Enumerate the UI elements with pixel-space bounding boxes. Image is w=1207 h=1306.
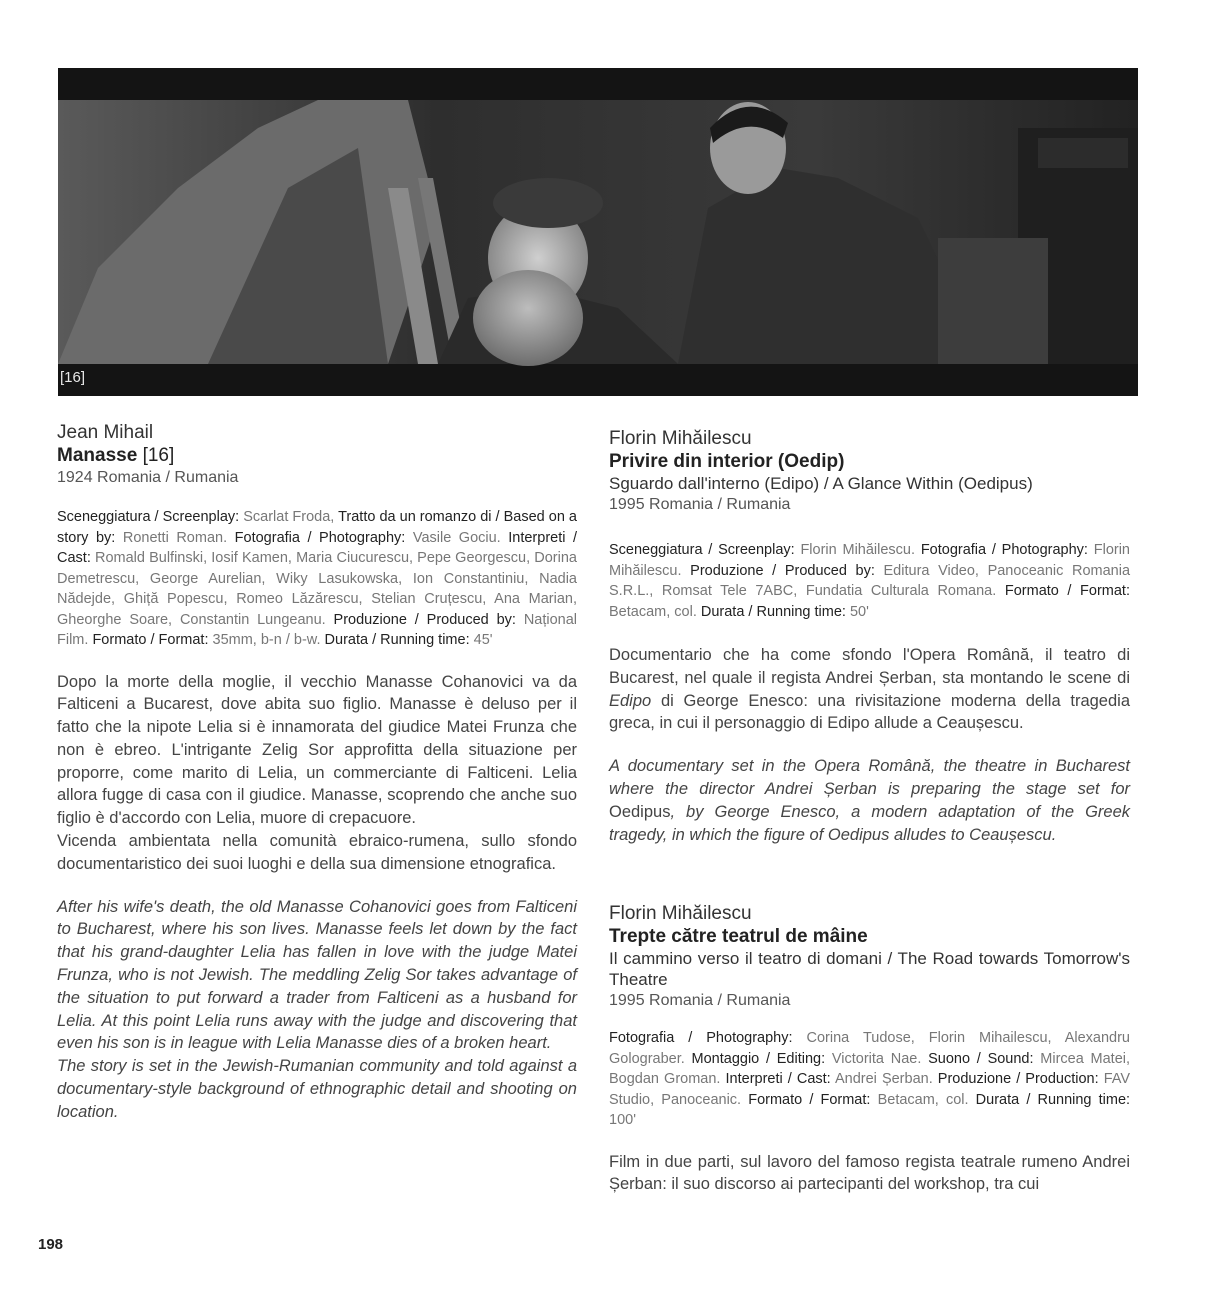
credit-label: Formato / Format: (748, 1091, 871, 1108)
year-country: 1995 Romania / Rumania (609, 992, 791, 1009)
credit-label: Suono / Sound: (928, 1050, 1034, 1067)
credit-value: 35mm, b-n / b-w. (212, 632, 321, 648)
credit-value: Vasile Gociu. (412, 529, 501, 546)
credit-label: Produzione / Produced by: (333, 611, 516, 628)
credit-label: Durata / Running time: (700, 603, 846, 620)
credit-label: Durata / Running time: (324, 632, 470, 648)
director-name: Florin Mihăilescu (609, 903, 752, 924)
synopsis-paragraph: Vicenda ambientata nella comunità ebraico-rumena, sullo sfondo documentaristico dei suoi luoghi e della sua dimensione etnografica. (57, 832, 577, 873)
credit-label: Produzione / Production: (937, 1071, 1099, 1087)
credit-label: Interpreti / Cast: (57, 529, 578, 566)
synopsis-paragraph: After his wife's death, the old Manasse Cohanovici goes from Falticeni to Bucharest, where his son lives. Manasse feels let down by the fact that his grand-daughter Lelia has fallen in love with the judge Matei Frunza, who is not Jewish. The meddling Zelig Sor takes advantage of the situation to put forward a trader from Falticeni as a husband for Lelia. At this point Lelia runs away with the judge and discovering that even his son is in league with Lelia Manasse dies of a broken heart. (57, 897, 577, 1053)
film-title: Trepte către teatrul de mâine (609, 926, 868, 947)
synopsis-italian (57, 671, 577, 876)
synopsis-paragraph (609, 755, 1130, 846)
credit-label: Interpreti / Cast: (725, 1071, 831, 1087)
synopsis-paragraph: The story is set in the Jewish-Rumanian community and told against a documentary-style background of ethnographic detail and shooting on location. (57, 1057, 577, 1121)
credit-value: Betacam, col. (609, 603, 697, 620)
film-title-ref: [16] (142, 445, 175, 466)
credit-value: Florin Mihăilescu. (609, 542, 1130, 579)
director-name: Florin Mihăilescu (609, 428, 752, 449)
synopsis-text: di George Enesco: una rivisitazione moderna della tragedia greca, in cui il personaggio di Edipo allude a Ceaușescu. (609, 691, 1130, 733)
credit-value: Andrei Șerban. (834, 1071, 933, 1087)
credit-value: 100' (609, 1112, 636, 1128)
credit-label: Tratto da un romanzo di / Based on a story by: (57, 509, 577, 546)
synopsis-italian (609, 1151, 1130, 1197)
credit-label: Durata / Running time: (975, 1091, 1131, 1108)
credit-label: Formato / Format: (92, 632, 209, 648)
film-entry-privire (609, 427, 1130, 846)
year-country: 1995 Romania / Rumania (609, 496, 791, 513)
synopsis-paragraph: Film in due parti, sul lavoro del famoso regista teatrale rumeno Andrei Șerban: il suo discorso ai partecipanti del workshop, tra cui (609, 1152, 1130, 1194)
synopsis-title-em: Edipo (609, 691, 652, 710)
credit-value: 45' (473, 632, 493, 648)
credit-value: Florin Mihăilescu. (800, 542, 916, 558)
credit-label: Fotografia / Photography: (234, 529, 406, 546)
credit-value: Betacam, col. (877, 1091, 969, 1108)
film-alt-title: Il cammino verso il teatro di domani / The Road towards Tomorrow's Theatre (609, 949, 1130, 989)
director-name: Jean Mihail (57, 422, 154, 443)
credits-block (57, 507, 577, 651)
synopsis-text: Documentario che ha come sfondo l'Opera Română, il teatro di Bucarest, nel quale il regista Andrei Șerban, sta montando le scene di (609, 646, 1130, 687)
credit-value: Scarlat Froda, (243, 509, 335, 525)
film-entry-trepte (609, 902, 1130, 1196)
credit-value: 50' (849, 603, 869, 620)
film-title (57, 444, 577, 467)
photo-reference-label: [16] (60, 369, 86, 386)
credit-value: Mircea Matei, Bogdan Groman. (609, 1050, 1131, 1087)
page-number: 198 (38, 1236, 64, 1253)
credits-block (609, 1028, 1130, 1131)
credit-label: Formato / Format: (1004, 583, 1130, 599)
synopsis-italian (609, 644, 1130, 735)
credit-label: Fotografia / Photography: (609, 1030, 793, 1046)
film-still-image (58, 68, 1138, 396)
synopsis-text: A documentary set in the Opera Română, the theatre in Bucharest where the director Andrei Șerban is preparing the stage set for (609, 757, 1130, 798)
credit-value: Ronetti Roman. (122, 529, 228, 546)
film-alt-title: Sguardo dall'interno (Edipo) / A Glance Within (Oedipus) (609, 474, 1033, 493)
credit-value: FAV Studio, Panoceanic. (609, 1071, 1131, 1108)
credit-value: Național Film. (57, 611, 578, 648)
credit-value: Editura Video, Panoceanic Romania S.R.L., Romsat Tele 7ABC, Fundatia Culturala Romana. (609, 562, 1131, 599)
credit-value: Victorita Nae. (831, 1050, 922, 1067)
synopsis-paragraph (609, 644, 1130, 735)
synopsis-english (609, 755, 1130, 846)
film-entry-manasse (57, 421, 577, 1124)
credit-label: Produzione / Produced by: (690, 562, 875, 579)
credit-label: Sceneggiatura / Screenplay: (57, 509, 240, 525)
credit-value: Romald Bulfinski, Iosif Kamen, Maria Ciucurescu, Pepe Georgescu, Dorina Demetrescu, George Aurelian, Wiky Lasukowska, Ion Constantiniu, Nadia Nădejde, Ghiță Popescu, Romeo Lăzărescu, Stelian Cruțescu, Ana Marian, Gheorghe Soare, Constantin Lungeanu. (57, 550, 577, 628)
film-title-text: Manasse (57, 445, 138, 466)
credit-label: Sceneggiatura / Screenplay: (609, 542, 795, 558)
credit-label: Fotografia / Photography: (920, 542, 1088, 558)
synopsis-english (57, 896, 577, 1124)
film-title: Privire din interior (Oedip) (609, 451, 845, 472)
credits-block (609, 540, 1130, 622)
synopsis-text: , by George Enesco, a modern adaptation of the Greek tragedy, in which the figure of Oedipus alludes to Ceaușescu. (609, 802, 1130, 844)
year-country: 1924 Romania / Rumania (57, 469, 239, 486)
film-still-photo (58, 68, 1138, 396)
credit-value: Corina Tudose, Florin Mihailescu, Alexandru Golograber. (609, 1030, 1131, 1067)
synopsis-title-roman: Oedipus (609, 802, 671, 821)
credit-label: Montaggio / Editing: (691, 1050, 826, 1067)
synopsis-paragraph: Dopo la morte della moglie, il vecchio Manasse Cohanovici va da Falticeni a Bucarest, dove abita suo figlio. Manasse è deluso per il fatto che la nipote Lelia si è innamorata del giudice Matei Frunza che non è ebreo. L'intrigante Zelig Sor approfitta della situazione per proporre, come marito di Lelia, un commerciante di Falticeni. Lelia allora fugge di casa con il giudice. Manasse, scoprendo che anche suo figlio è d'accordo con Lelia, muore di crepacuore. (57, 672, 577, 828)
